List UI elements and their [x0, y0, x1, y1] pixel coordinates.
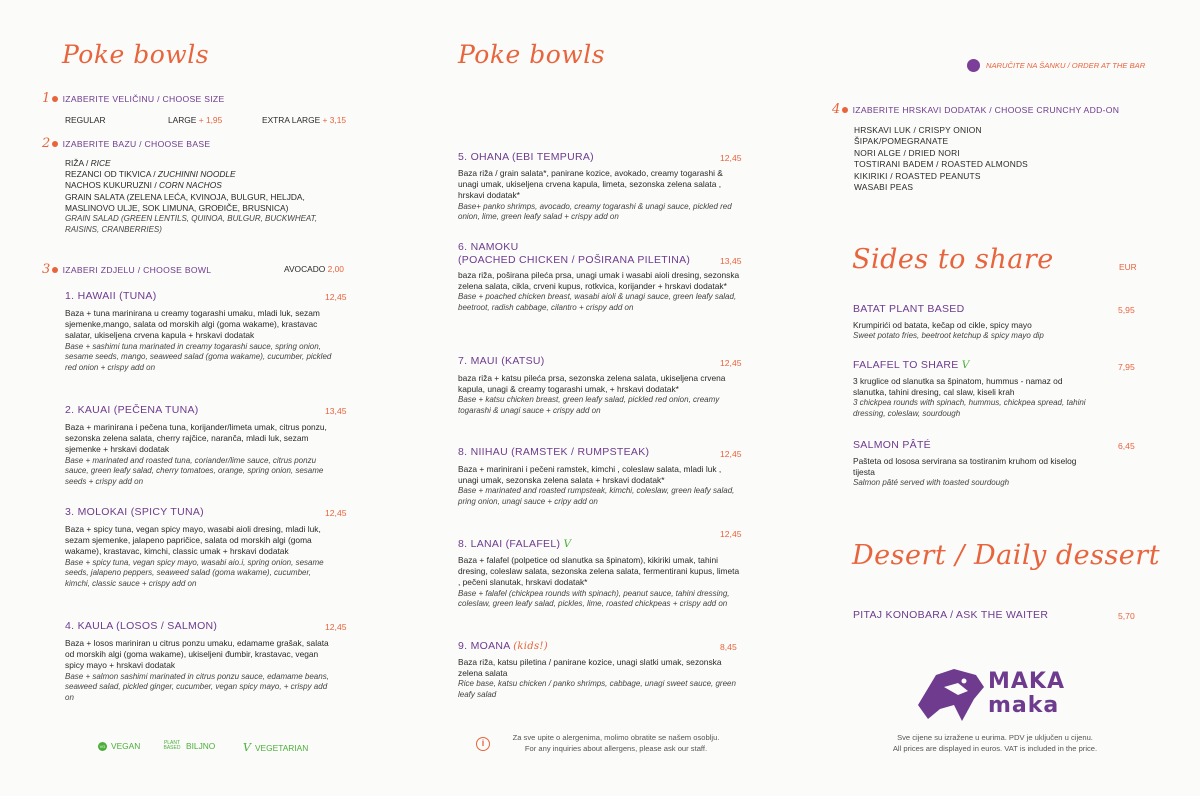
- menu-item-price: 8,45: [720, 642, 737, 652]
- step-1-header: [42, 91, 225, 106]
- shark-logo-icon: [914, 665, 986, 725]
- size-regular: REGULAR: [65, 115, 106, 125]
- side-item-description: Pašteta od lososa servirana sa tostiranim kruhom od kiselog tijesta Salmon pâté served with toasted sourdough: [853, 456, 1077, 488]
- menu-item-title: 6. NAMOKU (POACHED CHICKEN / POŠIRANA PILETINA): [458, 241, 691, 266]
- right-menu-page: [820, 0, 1200, 796]
- logo-text-bottom: maka: [988, 693, 1060, 718]
- menu-item-price: 13,45: [720, 256, 742, 266]
- poke-bowls-heading: Poke bowls: [62, 40, 210, 69]
- legend-vegan: VG VEGAN: [99, 741, 141, 751]
- menu-item-title: 5. OHANA (EBI TEMPURA): [458, 151, 594, 163]
- menu-item-title: 7. MAUI (KATSU): [458, 355, 545, 367]
- currency-label: EUR: [1119, 262, 1137, 272]
- menu-item-description: baza riža, poširana pileća prsa, unagi umak i wasabi aioli dresing, sezonska zelena salata, cikla, crveni kupus, rotkvica, korijander + hrskavi dodatak* Base + poached chicken breast, wasabi aioli & unagi sauce, green leafy salad, beetroot, radish cabbage, cilantro + crispy add on: [458, 270, 740, 313]
- addon-item: ŠIPAK/POMEGRANATE: [854, 136, 949, 147]
- step-number: 4: [832, 102, 841, 117]
- side-item-description: Krumpirići od batata, kečap od cikle, spicy mayo Sweet potato fries, beetroot ketchup & spicy mayo dip: [853, 320, 1044, 341]
- kids-label: (kids!): [513, 641, 548, 652]
- side-item-title: FALAFEL TO SHARE V: [853, 359, 970, 371]
- menu-item-title: 2. KAUAI (PEČENA TUNA): [65, 404, 199, 416]
- menu-item-title: 9. MOANA (kids!): [458, 640, 548, 652]
- step-dot-icon: [52, 267, 58, 273]
- menu-item-price: 12,45: [325, 508, 347, 518]
- addon-item: HRSKAVI LUK / CRISPY ONION: [854, 125, 982, 135]
- crunchy-addon-list: [854, 125, 1028, 193]
- base-zucchini: REZANCI OD TIKVICA / ZUCHINNI NOODLE: [65, 169, 236, 180]
- order-at-bar-note: NARUČITE NA ŠANKU / ORDER AT THE BAR: [986, 61, 1146, 70]
- step-number: 1: [42, 91, 51, 106]
- step-4-header: [832, 102, 1119, 117]
- menu-item-title: 8. NIIHAU (RAMSTEK / RUMPSTEAK): [458, 446, 650, 458]
- step-number: 2: [42, 136, 51, 151]
- addon-item: KIKIRIKI / ROASTED PEANUTS: [854, 170, 981, 181]
- base-grain-en: GRAIN SALAD (GREEN LENTILS, QUINOA, BULGUR, BUCKWHEAT, RAISINS, CRANBERRIES): [65, 214, 318, 234]
- menu-item-description: Baza + marinirana i pečena tuna, korijander/limeta umak, citrus ponzu, sezonska zelena salata, cherry rajčice, naranča, mladi luk, sezam sjemenke + hrskavi dodatak Base + marinated and roasted tuna, coriander/lime sauce, citrus ponzu sauce, green leafy salad, cherry tomatoes, orange, spring onion, sesame seeds + crispy add on: [65, 422, 327, 487]
- base-grain-hr: GRAIN SALATA (ZELENA LEĆA, KVINOJA, BULGUR, HELJDA, MASLINOVO ULJE, SOK LIMUNA, GROĐIČE, BRUSNICA): [65, 191, 305, 213]
- middle-menu-page: [440, 0, 820, 796]
- step-dot-icon: [52, 96, 58, 102]
- menu-item-description: Baza riža, katsu piletina / panirane kozice, unagi slatki umak, sezonska zelena salata Rice base, katsu chicken / panko shrimps, cabbage, unagi sweet sauce, green leafy salad: [458, 657, 736, 700]
- step-2-header: [42, 136, 210, 151]
- addon-item: WASABI PEAS: [854, 182, 914, 193]
- menu-item-description: Baza + losos mariniran u citrus ponzu umaku, edamame grašak, salata od morskih algi (goma wakame), ukiseljeni đumbir, krastavac, vegan spicy mayo + hrskavi dodatak Base + salmon sashimi marinated in citrus ponzu sauce, edamame beans, seaweed salad, pickled ginger, cucumber, vegan spicy mayo, + crispy add on: [65, 638, 329, 703]
- menu-item-description: Baza + tuna marinirana u creamy togarashi umaku, mladi luk, sezam sjemenke,mango, salata od morskih algi (goma wakame), krastavac salatar, ukiseljena crvena kapula + hrskavi dodatak Base + sashimi tuna marinated in creamy togarashi sauce, spring onion, sesame seeds, mango, seaweed salad (goma wakame), cucumber, pickled red onion + crispy add on: [65, 308, 332, 373]
- step-label: IZABERI ZDJELU / CHOOSE BOWL: [62, 264, 212, 275]
- vegetarian-icon: V: [563, 538, 572, 550]
- menu-item-price: 12,45: [720, 529, 742, 539]
- addon-item: NORI ALGE / DRIED NORI: [854, 147, 960, 158]
- menu-item-description: Baza + falafel (polpetice od slanutka sa špinatom), kikiriki umak, tahini dresing, coleslaw salata, sezonska zelena salata, fermentirani kupus, limeta , pečeni slanutak, hrskavi dodatak* Base + falafel (chickpea rounds with spinach), peanut sauce, tahini dressing, coleslaw, green leafy salad, pickles, lime, roasted chickpeas + crispy add on: [458, 555, 740, 609]
- menu-item-title: 1. HAWAII (TUNA): [65, 290, 157, 302]
- sides-heading: Sides to share: [852, 244, 1054, 275]
- dessert-item-title: PITAJ KONOBARA / ASK THE WAITER: [853, 609, 1049, 621]
- menu-item-title: 4. KAULA (LOSOS / SALMON): [65, 620, 218, 632]
- menu-item-price: 12,45: [720, 449, 742, 459]
- dessert-heading: Desert / Daily dessert: [852, 540, 1161, 571]
- side-item-description: 3 kruglice od slanutka sa špinatom, hummus - namaz od slanutka, tahini dresing, cal slaw, kiseli krah 3 chickpea rounds with spinach, hummus, chickpea spread, tahini dressing, coleslaw, sourdough: [853, 376, 1086, 419]
- step-3-header: [42, 262, 211, 277]
- step-label: IZABERITE VELIČINU / CHOOSE SIZE: [62, 93, 225, 104]
- side-item-price: 7,95: [1118, 362, 1135, 372]
- step-label: IZABERITE HRSKAVI DODATAK / CHOOSE CRUNCHY ADD-ON: [852, 104, 1120, 115]
- step-dot-icon: [842, 107, 848, 113]
- menu-item-description: Baza riža / grain salata*, panirane kozice, avokado, creamy togarashi & unagi umak, ukiseljena crvena kapula, limeta, sezonska zelena salata , hrskavi dodatak* Base+ panko shrimps, avocado, creamy togarashi & unagi sauce, pickled red onion, lime, green leafy salad + crispy add on: [458, 168, 732, 222]
- menu-item-description: Baza + marinirani i pečeni ramstek, kimchi , coleslaw salata, mladi luk , unagi umak, sezonska zelena salata + hrskavi dodatak* Base + marinated and roasted rumpsteak, kimchi, coleslaw, green leafy salad, pring onion, unagi sauce + cripy add on: [458, 464, 735, 507]
- addon-item: TOSTIRANI BADEM / ROASTED ALMONDS: [854, 159, 1028, 170]
- legend-vegetarian: V VEGETARIAN: [243, 741, 309, 754]
- side-item-price: 6,45: [1118, 441, 1135, 451]
- avocado-addon: AVOCADO 2,00: [284, 264, 344, 274]
- menu-item-title: 3. MOLOKAI (SPICY TUNA): [65, 506, 204, 518]
- plant-based-icon: PLANT BASED: [163, 740, 181, 751]
- menu-item-price: 12,45: [325, 622, 347, 632]
- vegetarian-icon: V: [243, 741, 251, 754]
- side-item-price: 5,95: [1118, 305, 1135, 315]
- poke-bowls-heading: Poke bowls: [458, 40, 606, 69]
- dessert-item-price: 5,70: [1118, 611, 1135, 621]
- menu-item-price: 12,45: [720, 153, 742, 163]
- step-dot-icon: [52, 141, 58, 147]
- menu-item-title: 8. LANAI (FALAFEL) V: [458, 538, 572, 550]
- menu-item-price: 12,45: [720, 358, 742, 368]
- price-info-footer: Sve cijene su izražene u eurima. PDV je uključen u cijenu. All prices are displayed in euros. VAT is included in the price.: [892, 733, 1098, 753]
- side-item-title: BATAT PLANT BASED: [853, 303, 965, 315]
- menu-item-description: baza riža + katsu pileća prsa, sezonska zelena salata, ukiseljena crvena kapula, unagi & creamy togarashi umak, + hrskavi dodatak* Base + katsu chicken breast, green leafy salad, pickled red onion, creamy togarashi & unagi sauce + crispy add on: [458, 373, 726, 416]
- maka-maka-logo: [914, 665, 1064, 725]
- order-dot-icon: [967, 59, 980, 72]
- step-number: 3: [42, 262, 51, 277]
- vegan-badge-icon: VG: [99, 743, 106, 749]
- size-extra-large: EXTRA LARGE + 3,15: [262, 115, 347, 125]
- info-icon: i: [476, 737, 490, 751]
- logo-text-top: MAKA: [988, 669, 1065, 694]
- size-large: LARGE + 1,95: [168, 115, 223, 125]
- step-label: IZABERITE BAZU / CHOOSE BASE: [62, 138, 211, 149]
- base-rice: RIŽA / RICE: [65, 158, 111, 168]
- vegetarian-icon: V: [961, 359, 970, 371]
- left-menu-page: [0, 0, 440, 796]
- base-nachos: NACHOS KUKURUZNI / CORN NACHOS: [65, 180, 222, 191]
- menu-item-price: 13,45: [325, 406, 347, 416]
- menu-item-description: Baza + spicy tuna, vegan spicy mayo, wasabi aioli dresing, mladi luk, sezam sjemenke, jalapeno papričice, salata od morskih algi (goma wakame), krastavac, kimchi, classic umak + hrskavi dodatak Base + spicy tuna, vegan spicy mayo, wasabi aio.i, spring onion, sesame seeds, jalapeno peppers, seaweed salad (goma wakame), cucumber, kimchi, classic sauce + crispy add on: [65, 524, 324, 589]
- menu-item-price: 12,45: [325, 292, 347, 302]
- legend-plant-based: PLANT BASED BILJNO: [163, 740, 216, 751]
- allergen-note: Za sve upite o alergenima, molimo obratite se našem osoblju. For any inquiries about allergens, please ask our staff.: [512, 733, 720, 753]
- base-list: [65, 158, 345, 236]
- side-item-title: SALMON PÂTÉ: [853, 439, 931, 451]
